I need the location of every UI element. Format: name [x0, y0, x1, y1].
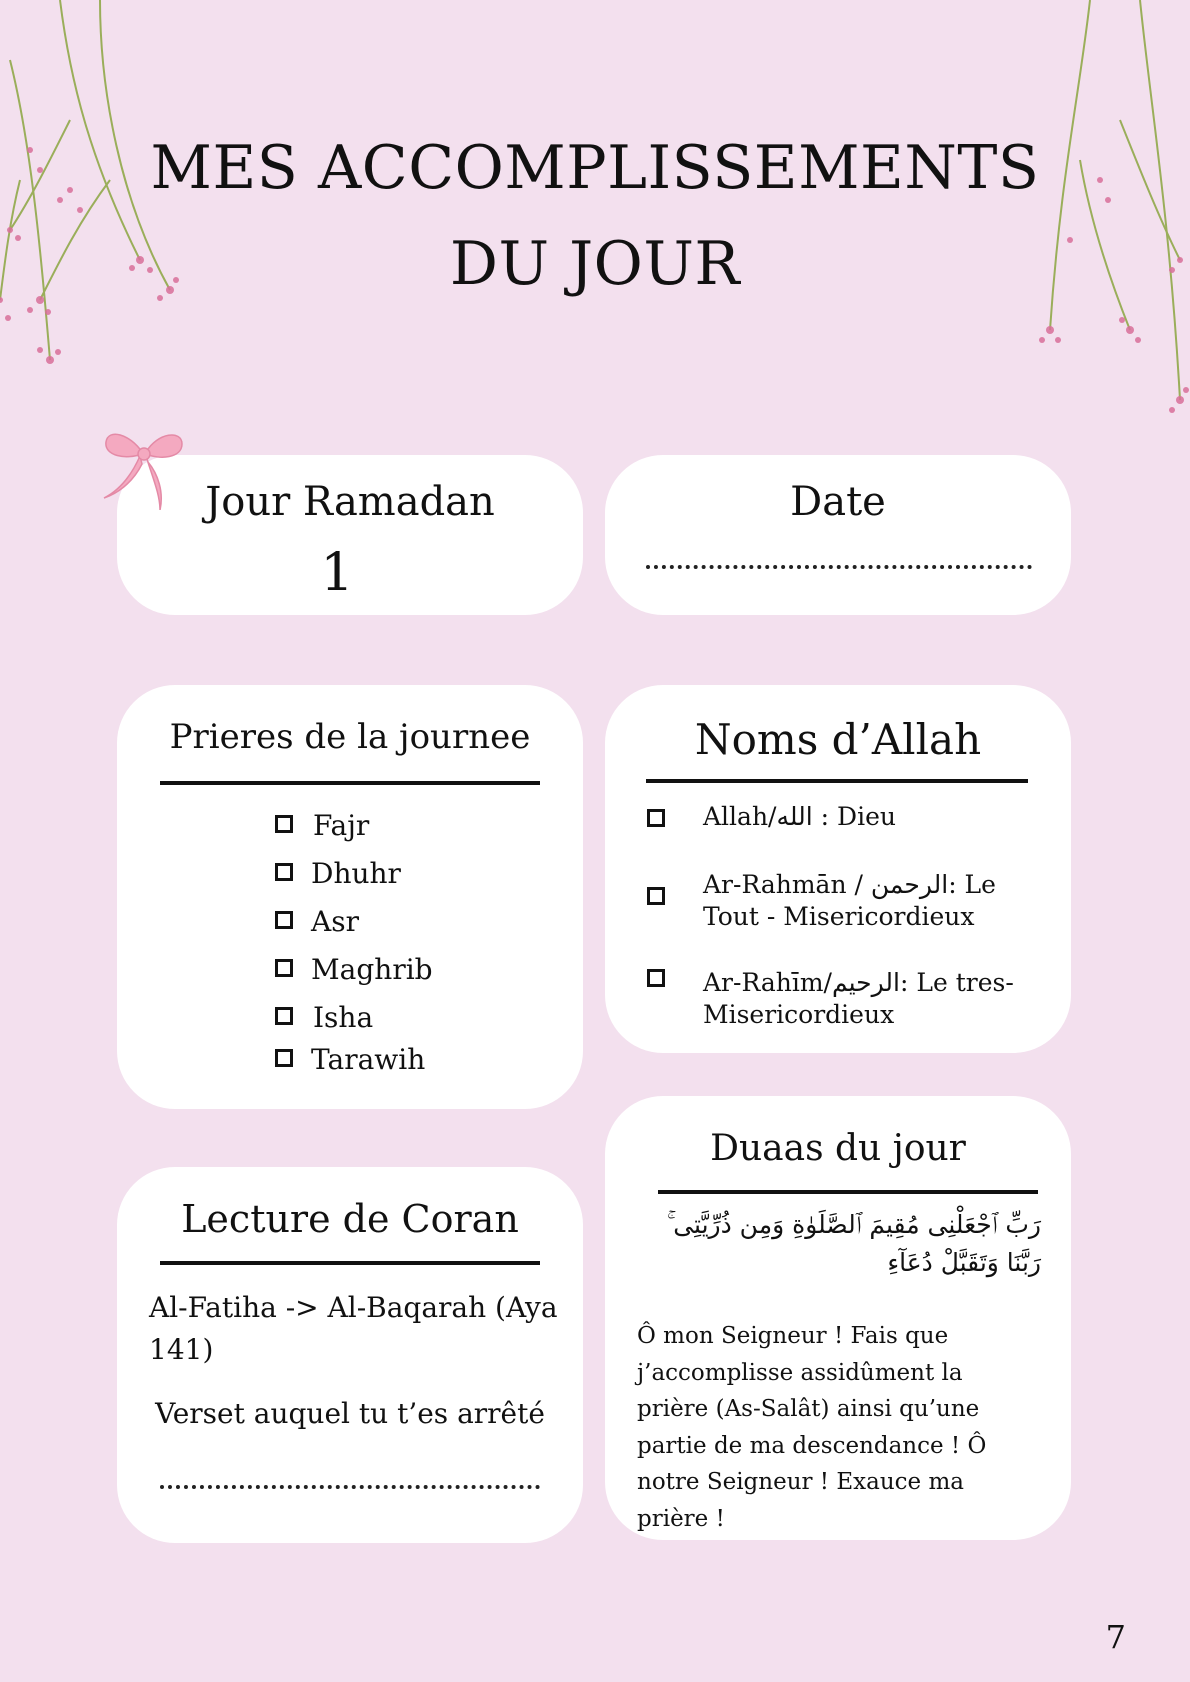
quran-title-divider: [160, 1261, 540, 1265]
date-label: Date: [790, 479, 886, 525]
prayers-card: [117, 685, 583, 1109]
quran-title: Lecture de Coran: [181, 1197, 519, 1241]
name-label: Ar-Rahīm/الرحيم: Le tres-Misericordieux: [703, 968, 1014, 1029]
names-title: Noms d’Allah: [694, 715, 982, 764]
duaa-arabic-text: رَبِّ ٱجْعَلْنِى مُقِيمَ ٱلصَّلَوٰةِ وَمِن ذُرِّيَّتِى ۚ رَبَّنَا وَتَقَبَّلْ دُعَآءِ: [666, 1210, 1041, 1277]
checkbox[interactable]: [647, 887, 665, 905]
page-title: [0, 120, 1190, 312]
page-title-line1: MES ACCOMPLISSEMENTS: [150, 133, 1040, 203]
prayers-title: Prieres de la journee: [169, 717, 531, 757]
checkbox[interactable]: [275, 1007, 293, 1025]
checkbox[interactable]: [275, 959, 293, 977]
quran-stop-prompt: Verset auquel tu t’es arrêté: [155, 1397, 545, 1430]
name-label: Allah/الله : Dieu: [703, 802, 896, 831]
name-item-allah[interactable]: [703, 801, 1031, 833]
ramadan-day-label: Jour Ramadan: [205, 479, 495, 525]
quran-reading-card: [117, 1167, 583, 1543]
quran-verse-input-line[interactable]: [160, 1485, 540, 1489]
ramadan-day-card: [117, 455, 583, 615]
prayer-label: Isha: [313, 1001, 374, 1034]
duaa-title: Duaas du jour: [710, 1128, 966, 1169]
ramadan-day-value: 1: [320, 543, 354, 603]
prayers-title-divider: [160, 781, 540, 785]
page-number: 7: [1105, 1618, 1126, 1656]
prayer-label: Asr: [311, 905, 359, 938]
quran-reading-range: Al-Fatiha -> Al-Baqarah (Aya 141): [149, 1291, 558, 1366]
page-title-line2: DU JOUR: [449, 229, 741, 299]
names-of-allah-card: [605, 685, 1071, 1053]
duaa-title-divider: [658, 1190, 1038, 1194]
prayer-label: Dhuhr: [311, 857, 401, 890]
name-label: Ar-Rahmān / الرحمن: Le Tout - Misericordieux: [703, 870, 996, 931]
date-card: [605, 455, 1071, 615]
checkbox[interactable]: [647, 809, 665, 827]
name-item-ar-rahman[interactable]: [703, 869, 1031, 933]
checkbox[interactable]: [275, 911, 293, 929]
checkbox[interactable]: [647, 969, 665, 987]
ribbon-bow-icon: [102, 424, 184, 510]
prayer-label: Maghrib: [311, 953, 433, 986]
duaa-card: [605, 1096, 1071, 1540]
date-input-line[interactable]: [646, 565, 1032, 569]
names-title-divider: [646, 779, 1028, 783]
prayer-label: Fajr: [313, 809, 370, 842]
checkbox[interactable]: [275, 1049, 293, 1067]
checkbox[interactable]: [275, 863, 293, 881]
name-item-ar-rahim[interactable]: [703, 967, 1031, 1031]
checkbox[interactable]: [275, 815, 293, 833]
duaa-french-text: Ô mon Seigneur ! Fais que j’accomplisse assidûment la prière (As-Salât) ainsi qu’une partie de ma descendance ! Ô notre Seigneur ! Exauce ma prière !: [637, 1323, 987, 1532]
prayer-label: Tarawih: [311, 1043, 426, 1076]
